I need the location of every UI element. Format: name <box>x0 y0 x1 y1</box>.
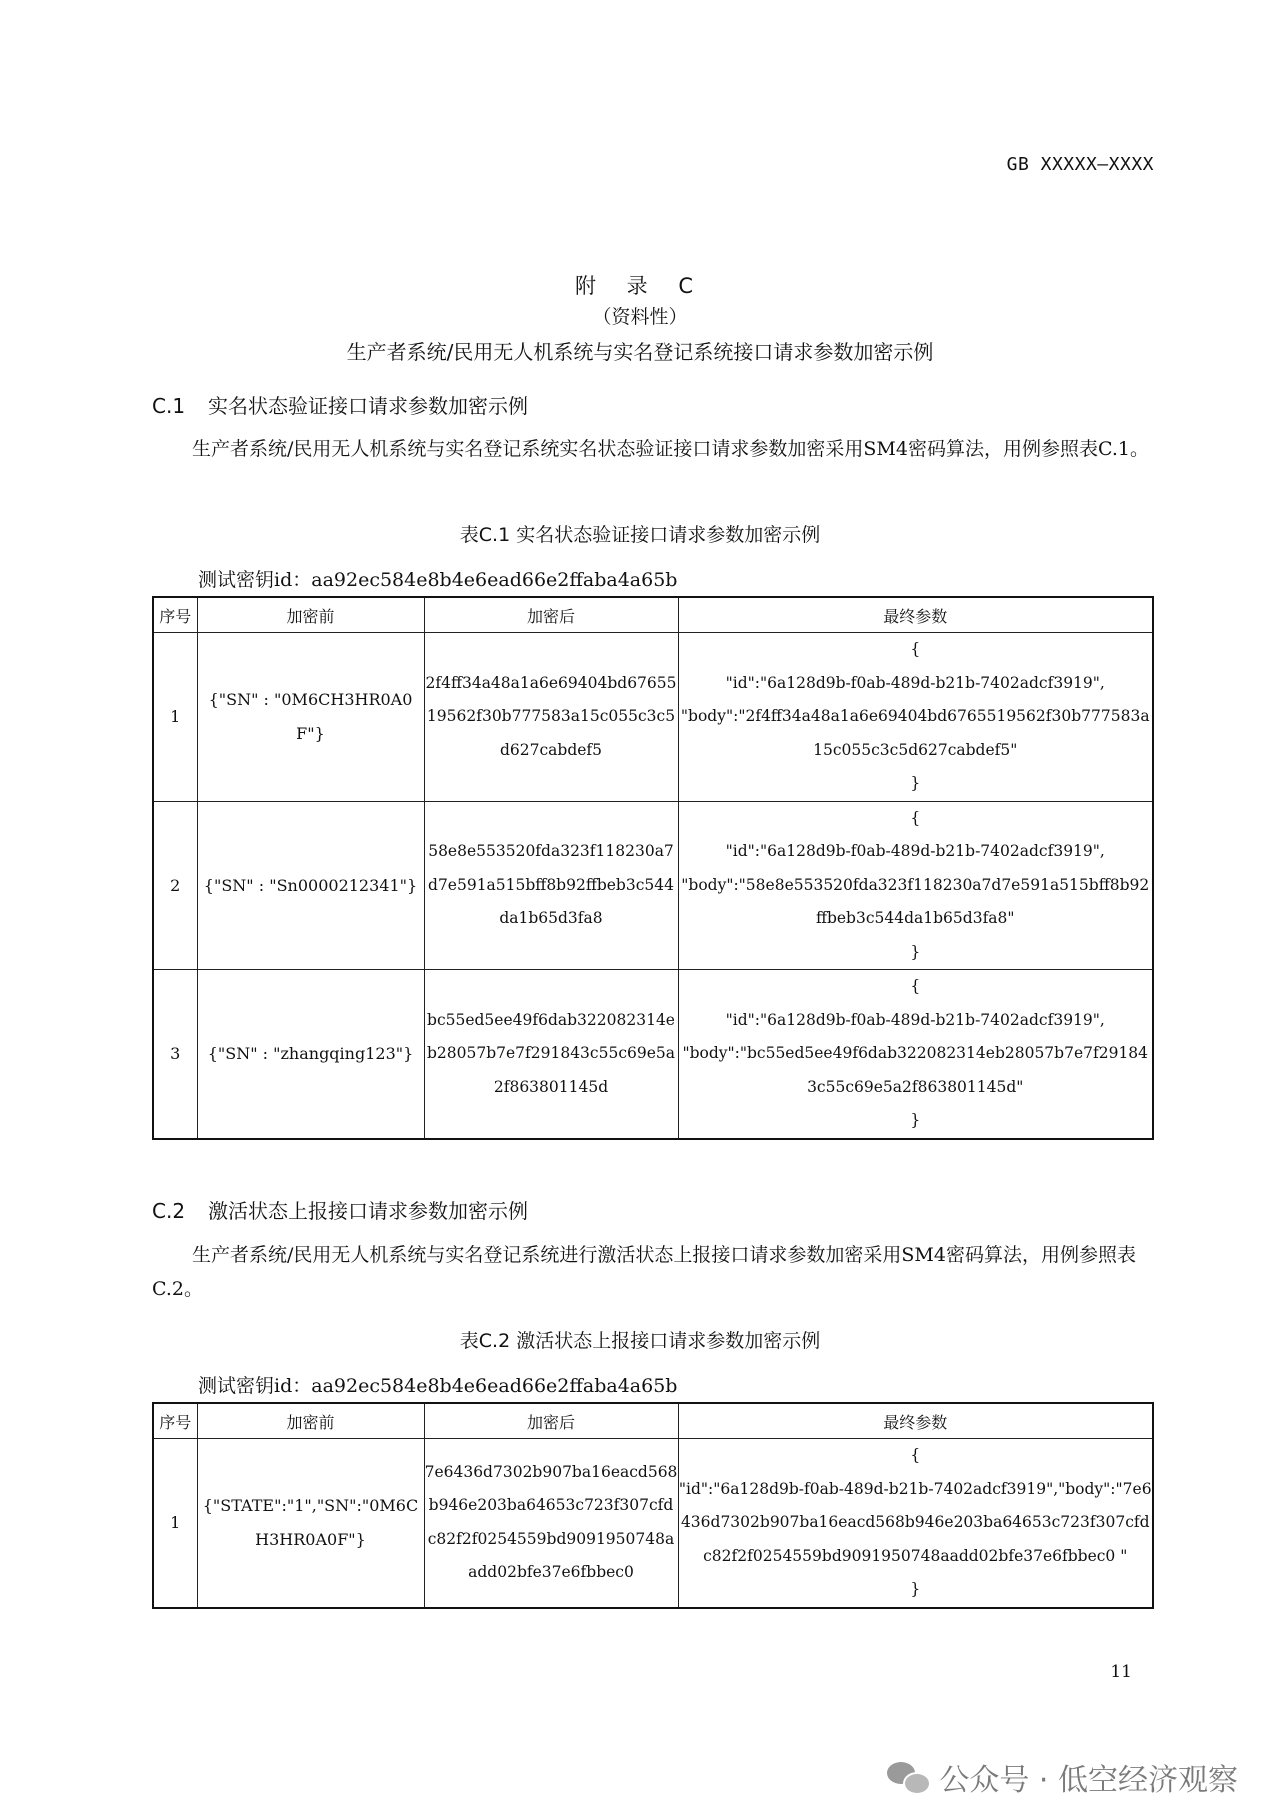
col-header-cipher: 加密后 <box>424 597 678 633</box>
section-title: 激活状态上报接口请求参数加密示例 <box>208 1199 528 1223</box>
section-paragraph-c2: 生产者系统/民用无人机系统与实名登记系统进行激活状态上报接口请求参数加密采用SM4密码算法，用例参照表C.2。 <box>152 1244 1136 1300</box>
cell-no: 3 <box>153 970 197 1139</box>
table-row <box>153 1439 1153 1608</box>
cell-no: 1 <box>153 633 197 802</box>
col-header-final: 最终参数 <box>678 597 1153 633</box>
standard-code: GB XXXXX—XXXX <box>1006 154 1154 175</box>
watermark-text: 公众号 · 低空经济观察 <box>939 1763 1238 1798</box>
table-caption-c2: 表C.2 激活状态上报接口请求参数加密示例 <box>459 1330 821 1352</box>
cell-cipher: bc55ed5ee49f6dab322082314eb28057b7e7f291843c55c69e5a2f863801145d <box>424 970 678 1139</box>
table-c2 <box>152 1402 1154 1609</box>
cell-plain: {"SN" : "0M6CH3HR0A0F"} <box>197 633 424 802</box>
section-heading-c2 <box>152 1195 528 1224</box>
cell-no: 1 <box>153 1439 197 1608</box>
cell-final: { "id":"6a128d9b-f0ab-489d-b21b-7402adcf3919", "body":"2f4ff34a48a1a6e69404bd6765519562f30b777583a15c055c3c5d627cabdef5" } <box>678 633 1153 802</box>
watermark <box>887 1755 1238 1799</box>
cell-plain: {"STATE":"1","SN":"0M6CH3HR0A0F"} <box>197 1439 424 1608</box>
section-number: C.1 <box>152 394 186 418</box>
page-number: 11 <box>1110 1662 1132 1682</box>
table-caption-c1: 表C.1 实名状态验证接口请求参数加密示例 <box>459 524 821 546</box>
section-number: C.2 <box>152 1199 186 1223</box>
cell-final: { "id":"6a128d9b-f0ab-489d-b21b-7402adcf3919","body":"7e6436d7302b907ba16eacd568b946e203ba64653c723f307cfdc82f2f0254559bd9091950748aadd02bfe37e6fbbec0 " } <box>678 1439 1153 1608</box>
col-header-no: 序号 <box>153 597 197 633</box>
annex-title: 附 录 C <box>574 274 705 298</box>
cell-cipher: 2f4ff34a48a1a6e69404bd6765519562f30b777583a15c055c3c5d627cabdef5 <box>424 633 678 802</box>
cell-no: 2 <box>153 801 197 970</box>
table-header-row <box>153 597 1153 633</box>
test-key-line-c1: 测试密钥id：aa92ec584e8b4e6ead66e2ffaba4a65b <box>198 569 678 591</box>
section-title: 实名状态验证接口请求参数加密示例 <box>208 394 528 418</box>
col-header-no: 序号 <box>153 1403 197 1439</box>
cell-plain: {"SN" : "zhangqing123"} <box>197 970 424 1139</box>
annex-type: （资料性） <box>592 306 688 328</box>
cell-final: { "id":"6a128d9b-f0ab-489d-b21b-7402adcf3919", "body":"bc55ed5ee49f6dab322082314eb28057b7e7f291843c55c69e5a2f863801145d" } <box>678 970 1153 1139</box>
col-header-plain: 加密前 <box>197 1403 424 1439</box>
annex-name: 生产者系统/民用无人机系统与实名登记系统接口请求参数加密示例 <box>346 340 934 364</box>
col-header-plain: 加密前 <box>197 597 424 633</box>
cell-final: { "id":"6a128d9b-f0ab-489d-b21b-7402adcf3919", "body":"58e8e553520fda323f118230a7d7e591a515bff8b92ffbeb3c544da1b65d3fa8" } <box>678 801 1153 970</box>
cell-cipher: 58e8e553520fda323f118230a7d7e591a515bff8b92ffbeb3c544da1b65d3fa8 <box>424 801 678 970</box>
col-header-final: 最终参数 <box>678 1403 1153 1439</box>
section-heading-c1 <box>152 390 528 419</box>
test-key-line-c2: 测试密钥id：aa92ec584e8b4e6ead66e2ffaba4a65b <box>198 1375 678 1397</box>
table-row <box>153 633 1153 802</box>
wechat-icon <box>887 1760 929 1794</box>
col-header-cipher: 加密后 <box>424 1403 678 1439</box>
table-row <box>153 970 1153 1139</box>
table-header-row <box>153 1403 1153 1439</box>
section-paragraph-c1: 生产者系统/民用无人机系统与实名登记系统实名状态验证接口请求参数加密采用SM4密码算法，用例参照表C.1。 <box>192 438 1149 460</box>
cell-plain: {"SN" : "Sn0000212341"} <box>197 801 424 970</box>
table-row <box>153 801 1153 970</box>
cell-cipher: 7e6436d7302b907ba16eacd568b946e203ba64653c723f307cfdc82f2f0254559bd9091950748aadd02bfe37e6fbbec0 <box>424 1439 678 1608</box>
table-c1 <box>152 596 1154 1140</box>
